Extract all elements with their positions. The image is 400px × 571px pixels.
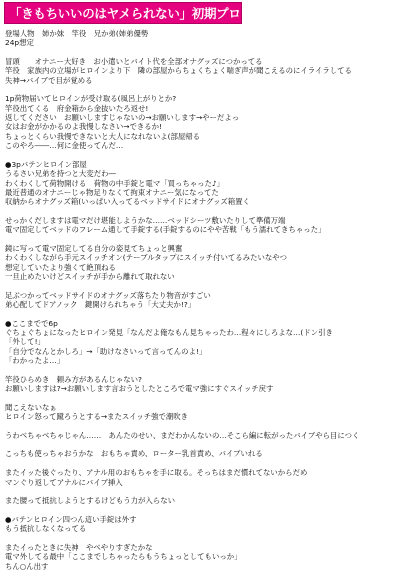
- blank-line: [5, 150, 397, 159]
- document-line: 一旦止めたいけどスイッチが手から離れて取れない: [5, 271, 175, 281]
- document-line: うるさい兄弟を持つと大変だわ―: [5, 169, 116, 179]
- blank-line: [5, 48, 397, 57]
- document-line: ヒロイン怒って蹴ろうとする→またスイッチ強で潮吹き: [5, 412, 189, 422]
- document-line: 「わかったよ…」: [5, 356, 65, 366]
- blank-line: [5, 365, 397, 374]
- document-line: もう抵抗しなくなってる: [5, 524, 87, 534]
- document-line: わくわくして荷物開ける 荷物の中手錠と電マ「買っちゃった♪」: [5, 178, 225, 188]
- document-line: 登場人物 姉か妹 竿役 兄か弟(姉弟優勢: [5, 29, 149, 38]
- document-line: ●3pバテンヒロイン部屋: [5, 159, 87, 169]
- document-line: またイッた後ぐったり、アナル用のおもちゃを手に取る。そっちはまだ慣れてないからだめ: [5, 468, 308, 478]
- document-line: 収納からオナグッズ箱(いっぱい入ってるベッドサイドにオナグッズ箱置く: [5, 197, 250, 207]
- title-banner: [4, 2, 265, 24]
- document-line: 足ぶつかってベッドサイドのオナグッズ落ちたり物音がすごい: [5, 290, 211, 300]
- document-line: 返してください お願いしますじゃないの→お願いします→やーだよっ: [5, 113, 240, 123]
- document-line: 聞こえないなぁ: [5, 402, 57, 412]
- document-line: 鏡に写って電マ固定してる自分の姿見てちょっと興奮: [5, 243, 183, 253]
- blank-line: [5, 85, 397, 94]
- document-line: ●ここまでで6p: [5, 318, 58, 328]
- document-line: 竿役出てくる 府金箱から金抜いたろ返せ!: [5, 103, 149, 113]
- document-line: 「外して!」: [5, 337, 45, 347]
- blank-line: [5, 506, 397, 515]
- document-line: 24p想定: [5, 38, 34, 48]
- blank-line: [5, 235, 397, 244]
- document-line: こっちも使っちゃおうかな おもちゃ責め、ローター乳首責め、バイブいれる: [5, 449, 263, 459]
- document-line: わくわくしながら手元スイッチオン(テーブルタップにスイッチ付いてるみたいなやつ: [5, 253, 288, 263]
- document-line: このやろ――…何に金使ってんだ…: [5, 141, 124, 151]
- document-line: 竿役ひらめき 頼み方があるんじゃない?: [5, 374, 142, 384]
- document-line: ちん○ん出す: [5, 561, 49, 571]
- document-line: せっかくだしますは電マだけ堪能しようかな……ベッドシーツ敷いたりして準備万端: [5, 215, 286, 225]
- document-line: 最近普通のオナニーじゃ物足りなくて拘束オナニー気になってた: [5, 187, 219, 197]
- document-line: ●バテンヒロイン四つん這い手錠は外す: [5, 514, 137, 524]
- document-line: 電マ固定してベッドのフレーム通して手錠する(手錠するのにやや苦戦「もう濡れてきちゃった」: [5, 225, 326, 235]
- document-line: 電マ外してる最中「ここまでしちゃったらもうちょっとしてもいっか」: [5, 552, 242, 562]
- document-line: 「自分でなんとかしろ」→「助けなさいって言ってんのよ!」: [5, 346, 207, 356]
- blank-line: [5, 393, 397, 402]
- document-line: ちょっとくらい我慢できないと大人になれないよ(部屋帰る: [5, 131, 201, 141]
- document-line: 竿役 家族内の立場がヒロインより下 隣の部屋からちょくちょく喘ぎ声が聞こえるのにイライラしてる: [5, 66, 352, 76]
- blank-line: [5, 534, 397, 543]
- document-title: 「きもちいいのはヤメられない」初期プロット: [9, 6, 265, 21]
- document-line: お願いしますは?→お願いします言おうとしたところで電マ強にすぐスイッチ戻す: [5, 384, 274, 394]
- blank-line: [5, 440, 397, 449]
- blank-line: [5, 207, 397, 216]
- document-line: マンぐり返してアナルにバイブ挿入: [5, 477, 123, 487]
- blank-line: [5, 421, 397, 430]
- blank-line: [5, 487, 397, 496]
- document-line: 女はお金がかかるのよ我慢しなさい→できるか!: [5, 122, 162, 132]
- document-line: またイったときに失神 やべやりすぎたかな: [5, 542, 153, 552]
- blank-line: [5, 459, 397, 468]
- document-line: 失神→バイブで目が覚める: [5, 75, 93, 85]
- document-line: 1p荷物届いてヒロインが受け取る(風呂上がりとか?: [5, 94, 177, 104]
- document-line: ぐちょぐちょになったヒロイン発見「なんだよ俺なもん見ちゃったわ…程々にしろよな…(ドン引き: [5, 328, 333, 337]
- blank-line: [5, 281, 397, 290]
- blank-line: [5, 309, 397, 318]
- plot-document-body: [5, 29, 397, 571]
- document-line: 想定していたより強くて絶頂ねる: [5, 262, 116, 272]
- document-line: うわべちゃべちゃじゃん…… あんたのせい、まだわかんないの…そこら編に転がったバイブやら目につく: [5, 430, 360, 440]
- document-line: 弟心配してドアノック 鍵開けられちゃう「大丈夫か!?」: [5, 299, 196, 309]
- document-line: また腰って抵抗しようとするけどもう力が入らない: [5, 496, 175, 506]
- document-line: 冒頭 オナニー大好き お小遣いとバイト代を全部オナグッズにつかってる: [5, 57, 263, 67]
